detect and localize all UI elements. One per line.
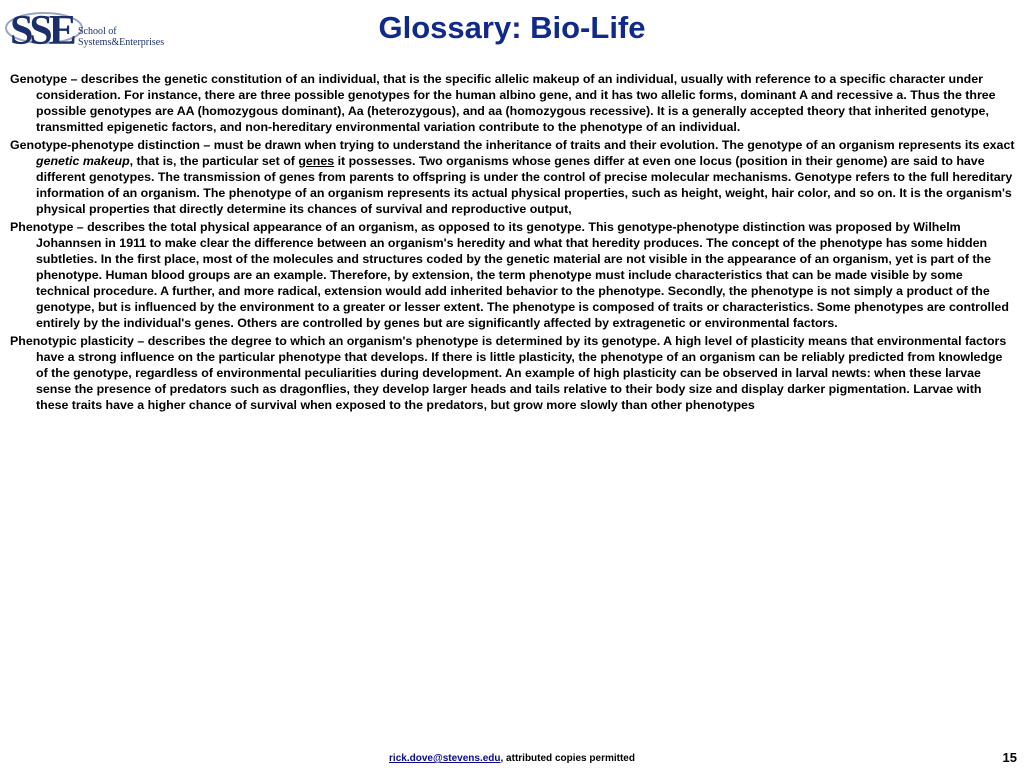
page-title: Glossary: Bio-Life (378, 10, 646, 45)
entry-underlined-term[interactable]: genes (298, 154, 335, 168)
entry-text-part: , that is, the particular set of (129, 154, 299, 168)
footer (0, 753, 1024, 764)
glossary-entry-genotype-phenotype-distinction (10, 137, 1016, 217)
logo-letters: SSE (10, 8, 73, 52)
page-number: 15 (1002, 750, 1017, 765)
glossary-entry-phenotype: Phenotype – describes the total physical appearance of an organism, as opposed to its genotype. This genotype-phenotype distinction was proposed by Wilhelm Johannsen in 1911 to make clear the difference between an organism's heredity and what that heredity produces. The concept of the phenotype has some hidden subtleties. In the first place, most of the molecules and structures coded by the genetic material are not visible in the appearance of an organism, yet is part of the phenotype. Human blood groups are an example. Therefore, by extension, the term phenotype must include characteristics that can be made visible by some technical procedure. A further, and more radical, extension would add inherited behavior to the phenotype. Secondly, the phenotype is not simply a product of the genotype, but is influenced by the environment to a greater or lesser extent. The phenotype is composed of traits or characteristics. Some phenotypes are controlled entirely by the individual's genes. Others are controlled by genes but are significantly affected by extragenetic or environmental factors. (10, 220, 1009, 330)
entry-text-part: it possesses. Two organisms whose genes differ at even one locus (position in their genome) are said to have different genotypes. The transmission of genes from parents to offspring is under the control of precise molecular mechanisms. Genotype refers to the full hereditary information of an organism. The phenotype of an organism represents its actual physical properties, such as height, weight, hair color, and so on. It is the organism's physical properties that directly determine its chances of survival and reproductive output, (36, 154, 1013, 216)
logo-line-1: School of (78, 26, 117, 37)
logo-line-2: Systems&Enterprises (78, 37, 165, 48)
entry-italic-term: genetic makeup (36, 154, 130, 168)
glossary-entry-genotype: Genotype – describes the genetic constitution of an individual, that is the specific allelic makeup of an individual, usually with reference to a specific character under consideration. For instance, there are three possible genotypes for the human albino gene, and it has two allelic forms, dominant A and recessive a. Thus the three possible genotypes are AA (homozygous dominant), Aa (heterozygous), and aa (homozygous recessive). It is a generally accepted theory that inherited genotype, transmitted epigenetic factors, and non-hereditary environmental variation contribute to the phenotype of an individual. (10, 72, 996, 134)
footer-attribution: , attributed copies permitted (500, 753, 635, 764)
glossary-entry-phenotypic-plasticity: Phenotypic plasticity – describes the degree to which an organism's phenotype is determined by its genotype. A high level of plasticity means that environmental factors have a strong influence on the particular phenotype that develops. If there is little plasticity, the phenotype of an organism can be reliably predicted from knowledge of the genotype, regardless of environmental peculiarities during development. An example of high plasticity can be observed in larval newts: when these larvae sense the presence of predators such as dragonflies, they develop larger heads and tails relative to their body size and display darker pigmentation. Larvae with these traits have a higher chance of survival when exposed to the predators, but grow more slowly than other phenotypes (10, 334, 1007, 412)
entry-text-part: Genotype-phenotype distinction – must be drawn when trying to understand the inheritance of traits and their evolution. The genotype of an organism represents its exact (10, 138, 1015, 152)
author-email-link[interactable]: rick.dove@stevens.edu (389, 753, 501, 764)
glossary-body (10, 71, 1016, 415)
